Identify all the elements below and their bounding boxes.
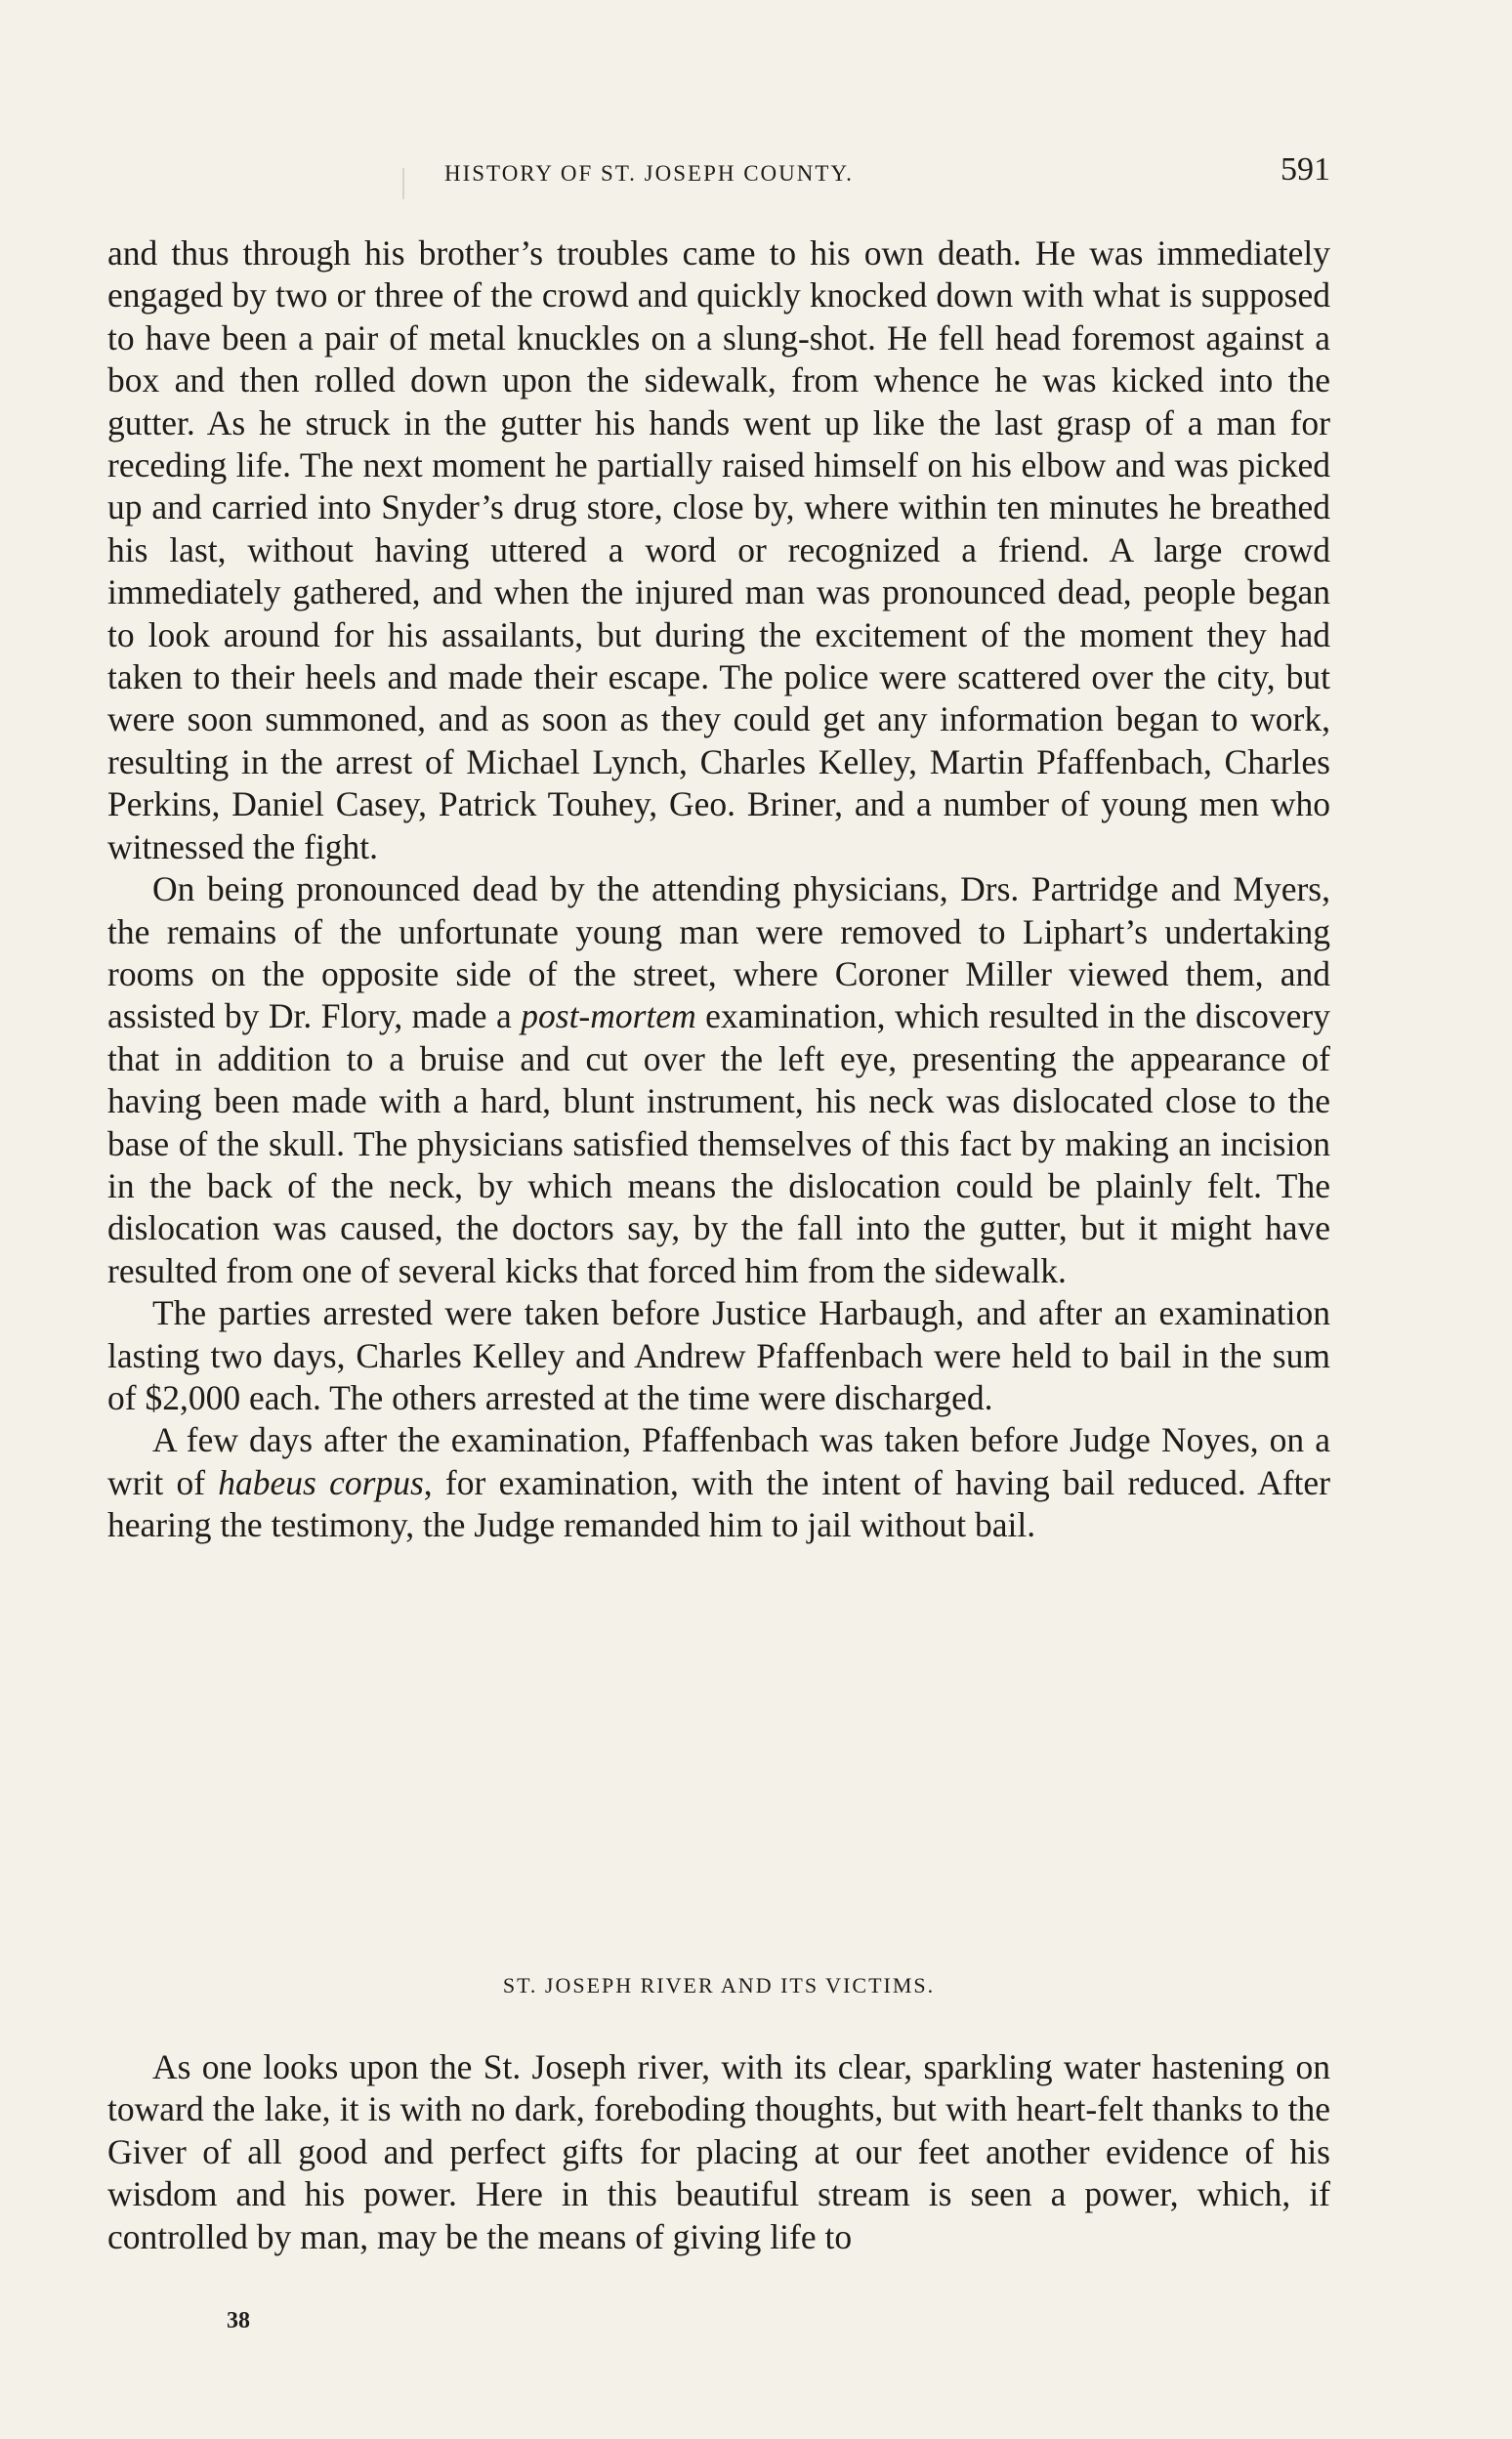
paragraph-4 [107, 1419, 1330, 1546]
paragraph-4-text-end: , for examination, with the intent of having bail reduced. After hearing the testimony, the Judge remanded him to jail without bail. [107, 1462, 1330, 1545]
paragraph-1 [107, 232, 1330, 868]
paragraph-2-italic: post-mortem [521, 996, 696, 1036]
section-paragraph [107, 2046, 1330, 2258]
paragraph-2 [107, 868, 1330, 1292]
paragraph-3 [107, 1292, 1330, 1419]
paragraph-2-text-start: On being pronounced dead by the attending physicians, Drs. Partridge and Myers, the remains of the unfortunate young man were removed to Liphart’s undertaking rooms on the opposite side of the street, where Coroner Miller viewed them, and assisted by Dr. Flory, made a [107, 869, 1330, 1036]
running-title: HISTORY OF ST. JOSEPH COUNTY. [444, 161, 854, 186]
paragraph-4-text-start: A few days after the examination, Pfaffenbach was taken before Judge Noyes, on a writ of [107, 1420, 1330, 1502]
paragraph-1-text: and thus through his brother’s troubles came to his own death. He was immediately engaged by two or three of the crowd and quickly knocked down with what is supposed to have been a pair of metal knuckles on a slung-shot. He fell head foremost against a box and then rolled down upon the sidewalk, from whence he was kicked into the gutter. As he struck in the gutter his hands went up like the last grasp of a man for receding life. The next moment he partially raised himself on his elbow and was picked up and carried into Snyder’s drug store, close by, where within ten minutes he breathed his last, without having uttered a word or recognized a friend. A large crowd immediately gathered, and when the injured man was pronounced dead, people began to look around for his assailants, but during the excitement of the moment they had taken to their heels and made their escape. The police were scattered over the city, but were soon summoned, and as soon as they could get any information began to work, resulting in the arrest of Michael Lynch, Charles Kelley, Martin Pfaffenbach, Charles Perkins, Daniel Casey, Patrick Touhey, Geo. Briner, and a number of young men who witnessed the fight. [107, 233, 1330, 866]
paragraph-3-text: The parties arrested were taken before Justice Harbaugh, and after an examination lasting two days, Charles Kelley and Andrew Pfaffenbach were held to bail in the sum of $2,000 each. The others arrested at the time were discharged. [107, 1293, 1330, 1417]
signature-mark: 38 [227, 2308, 250, 2334]
paragraph-2-text-end: examination, which resulted in the discovery that in addition to a bruise and cut over the left eye, presenting the appearance of having been made with a hard, blunt instrument, his neck was dislocated close to the base of the skull. The physicians satisfied themselves of this fact by making an incision in the back of the neck, by which means the dislocation could be plainly felt. The dislocation was caused, the doctors say, by the fall into the gutter, but it might have resulted from one of several kicks that forced him from the sidewalk. [107, 996, 1330, 1290]
paragraph-4-italic: habeus corpus [218, 1462, 424, 1502]
page-header [107, 151, 1330, 200]
body-text [107, 232, 1330, 1547]
section-heading: ST. JOSEPH RIVER AND ITS VICTIMS. [502, 1973, 936, 1997]
section-paragraph-text: As one looks upon the St. Joseph river, with its clear, sparkling water hastening on toward the lake, it is with no dark, foreboding thoughts, but with heart-felt thanks to the Giver of all good and perfect gifts for placing at our feet another evidence of his wisdom and his power. Here in this beautiful stream is seen a power, which, if controlled by man, may be the means of giving life to [107, 2047, 1330, 2256]
page-number: 591 [1281, 151, 1330, 188]
